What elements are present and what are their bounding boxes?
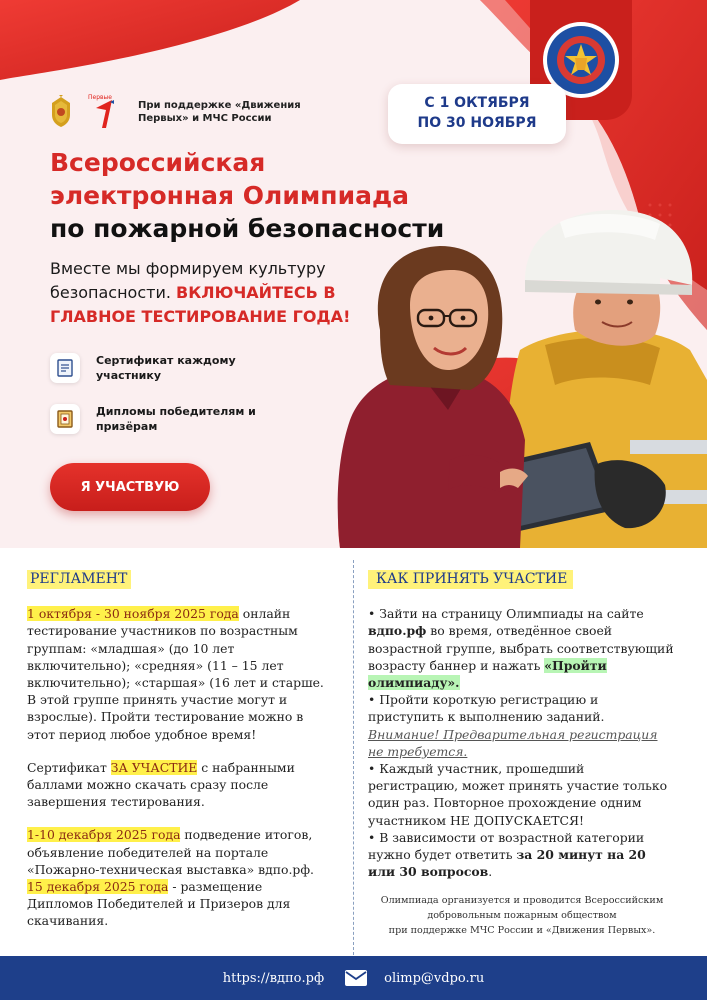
feature-diploma-text: Дипломы победителям и призёрам (96, 405, 256, 433)
reglament-paragraph-2-after: с набранными баллами можно скачать сразу после завершения тестирования. (27, 759, 295, 810)
participation-bullet-2: • Пройти короткую регистрацию и приступить к выполнению заданий. (368, 692, 605, 725)
title-line-1: Всероссийская (50, 148, 266, 177)
mchs-emblem-icon (48, 95, 74, 129)
reglament-period-highlight: 1 октября - 30 ноября 2025 года (27, 606, 239, 622)
reglament-paragraph-1-text: онлайн тестирование участников по возрастным группам: «младшая» (до 10 лет включительно); «средняя» (11 – 15 лет включительно); «старшая» (16 лет и старше. В этой группе принять участие могут и взрослые). Пройти тестирование можно в этот период любое удобное время! (27, 606, 324, 742)
participation-bullet-1 (368, 605, 676, 691)
footer-bar (0, 956, 707, 1000)
participation-bullet-1-before: • Зайти на страницу Олимпиады на сайте (368, 606, 644, 622)
site-link-text[interactable]: вдпо.рф (368, 623, 427, 639)
feature-certificate (50, 353, 296, 383)
participation-bullet-4-after: . (488, 864, 493, 880)
reglament-paragraph-1 (27, 605, 327, 743)
time-questions-bold: за 20 минут на 20 или 30 вопросов (368, 847, 646, 880)
reglament-diplomas-highlight: 15 декабря 2025 года (27, 879, 169, 895)
info-section (0, 548, 707, 956)
diploma-icon (50, 404, 80, 434)
dates-line-1: С 1 ОКТЯБРЯ (424, 95, 530, 111)
take-olympiad-highlight: «Пройти олимпиаду». (368, 657, 607, 691)
dates-badge (388, 84, 566, 144)
participation-bullet-1-middle: во время, отведённое своей возрастной группе, выбрать соответствующий возрасту баннер и нажать (368, 623, 674, 673)
reglament-paragraph-3-text-2: - размещение Дипломов Победителей и Призеров для скачивания. (27, 879, 291, 929)
partner-logos (48, 94, 338, 130)
footnote-line-3: при поддержке МЧС России и «Движения Первых». (388, 925, 656, 937)
feature-diploma (50, 404, 296, 434)
organizer-footnote (368, 893, 676, 938)
column-divider (353, 560, 354, 955)
subtitle-highlight: ВКЛЮЧАЙТЕСЬ В ГЛАВНОЕ ТЕСТИРОВАНИЕ ГОДА! (50, 283, 351, 326)
diploma-glyph-icon (57, 410, 73, 428)
footer-site-link[interactable]: https://вдпо.рф (222, 970, 325, 986)
mail-icon (344, 969, 368, 987)
participate-button[interactable]: Я УЧАСТВУЮ (50, 463, 210, 511)
reglament-heading: РЕГЛАМЕНТ (27, 570, 131, 589)
footnote-line-1: Олимпиада организуется и проводится Всероссийским (380, 895, 664, 907)
footnote-line-2: добровольным пожарным обществом (427, 910, 617, 922)
pervye-logo (88, 94, 128, 130)
participation-bullet-3: • Каждый участник, прошедший регистрацию, может принять участие только один раз. Повторное прохождение одним участником НЕ ДОПУСКАЕТСЯ! (368, 761, 668, 828)
certificate-icon (50, 353, 80, 383)
reglament-paragraph-3 (27, 826, 327, 929)
participation-heading: КАК ПРИНЯТЬ УЧАСТИЕ (368, 570, 573, 589)
reglament-column (27, 548, 327, 946)
certificate-glyph-icon (57, 359, 73, 377)
subtitle-plain: Вместе мы формируем культуру безопасности. (50, 259, 326, 302)
reglament-participation-highlight: ЗА УЧАСТИЕ (110, 759, 198, 775)
dates-line-2: ПО 30 НОЯБРЯ (417, 115, 537, 131)
reglament-paragraph-3-text: подведение итогов, объявление победителей на портале «Пожарно-техническая выставка» вдпо.рф. (27, 827, 314, 877)
participation-column (368, 548, 676, 938)
reglament-paragraph-2-before: Сертификат (27, 759, 111, 775)
feature-certificate-text: Сертификат каждому участнику (96, 354, 236, 382)
reglament-results-highlight: 1-10 декабря 2025 года (27, 827, 181, 843)
participation-bullet-4-before: • В зависимости от возрастной категории нужно будет ответить (368, 829, 645, 863)
participation-bullet-4 (368, 829, 676, 881)
registration-notice: Внимание! Предварительная регистрация не требуется. (368, 726, 658, 759)
support-text: При поддержке «Движения Первых» и МЧС России (138, 100, 301, 124)
reglament-paragraph-2 (27, 759, 327, 811)
pervye-caption: Первые (88, 94, 112, 101)
footer-email-link[interactable]: olimp@vdpo.ru (384, 970, 485, 986)
woman-and-firefighter-illustration (330, 210, 707, 548)
title-line-2: электронная Олимпиада (50, 181, 410, 210)
title-line-3: по пожарной безопасности (50, 214, 445, 243)
